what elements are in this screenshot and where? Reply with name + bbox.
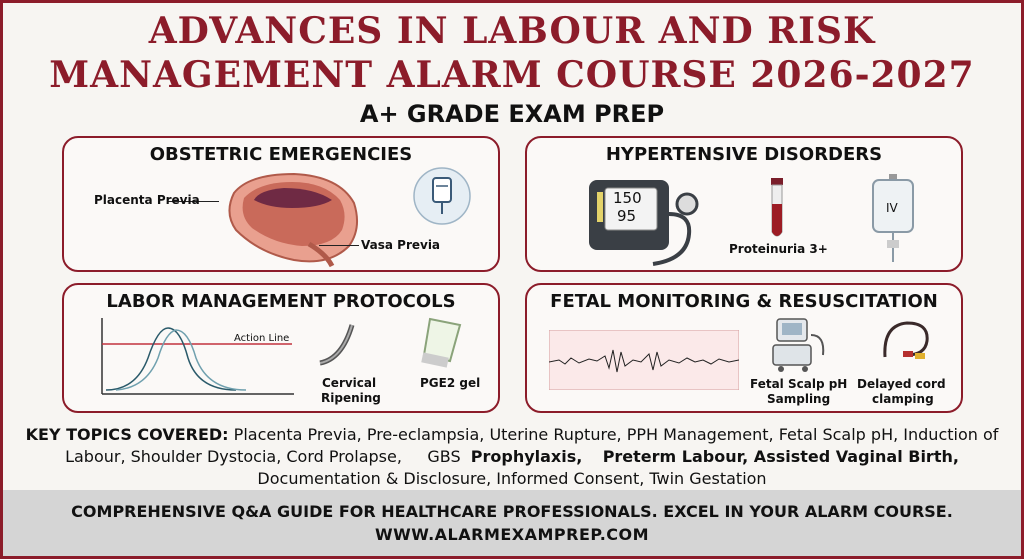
panel-title-labor: LABOR MANAGEMENT PROTOCOLS: [106, 291, 456, 312]
panel-fetal-monitoring: [525, 283, 963, 413]
partograph-chart: [96, 318, 296, 398]
label-proteinuria: Proteinuria 3+: [729, 242, 828, 256]
bp-diastolic: 95: [617, 207, 637, 225]
key-topics-text-2: Documentation & Disclosure, Informed Consent, Twin Gestation: [257, 447, 970, 488]
label-action-line: Action Line: [234, 333, 290, 344]
page-title-line2: MANAGEMENT ALARM COURSE 2026-2027: [49, 54, 975, 96]
label-vasa-previa: Vasa Previa: [361, 238, 441, 252]
footer-website: WWW.ALARMEXAMPREP.COM: [374, 525, 650, 544]
catheter-icon: [314, 319, 364, 369]
key-topics: [20, 424, 1004, 490]
label-scalp-line2: Sampling: [767, 392, 831, 406]
uterus-illustration: [214, 168, 364, 268]
page-subtitle: A+ GRADE EXAM PREP: [359, 100, 665, 128]
key-topics-bold-2: Preterm Labour, Assisted Vaginal Birth,: [602, 447, 959, 466]
key-topics-heading: KEY TOPICS COVERED:: [25, 425, 229, 444]
bp-monitor-icon: [583, 174, 703, 269]
footer-banner: [3, 490, 1021, 556]
key-topics-text-1: Placenta Previa, Pre-eclampsia, Uterine Rupture, PPH Management, Fetal Scalp pH, Induction of Labour, Shoulder Dystocia, Cord Prolapse, GBS: [65, 425, 1004, 466]
key-topics-bold-1: Prophylaxis,: [470, 447, 583, 466]
ctg-trace: [549, 330, 739, 390]
gel-tube-icon: [420, 315, 470, 370]
iv-bag-icon: [867, 174, 919, 264]
page-title-line1: ADVANCES IN LABOUR AND RISK: [148, 10, 876, 52]
blood-tube-icon: [767, 178, 787, 240]
label-cervical-line2: Ripening: [321, 391, 381, 405]
panel-title-fetal: FETAL MONITORING & RESUSCITATION: [550, 291, 938, 312]
panel-obstetric-emergencies: [62, 136, 500, 272]
key-topics-gap: [582, 447, 602, 466]
panel-hypertensive-disorders: [525, 136, 963, 272]
vasa-pointer: [319, 245, 359, 246]
panel-title-hypertensive: HYPERTENSIVE DISORDERS: [605, 144, 883, 165]
iv-bag-label: IV: [886, 201, 898, 215]
label-placenta-previa: Placenta Previa: [94, 193, 200, 207]
iv-bag-icon: [412, 166, 472, 226]
panel-labor-management: [62, 283, 500, 413]
footer-tagline: COMPREHENSIVE Q&A GUIDE FOR HEALTHCARE PROFESSIONALS. EXCEL IN YOUR ALARM COURSE.: [71, 502, 953, 521]
label-cord-line1: Delayed cord: [857, 377, 946, 391]
label-scalp-line1: Fetal Scalp pH: [750, 377, 848, 391]
panel-title-obstetric: OBSTETRIC EMERGENCIES: [149, 144, 413, 165]
label-pge2-gel: PGE2 gel: [420, 376, 481, 390]
umbilical-cord-icon: [879, 315, 935, 365]
scalp-ph-device-icon: [767, 315, 827, 375]
bp-systolic: 150: [613, 189, 642, 207]
label-cord-line2: clamping: [872, 392, 934, 406]
label-cervical-line1: Cervical: [322, 376, 377, 390]
